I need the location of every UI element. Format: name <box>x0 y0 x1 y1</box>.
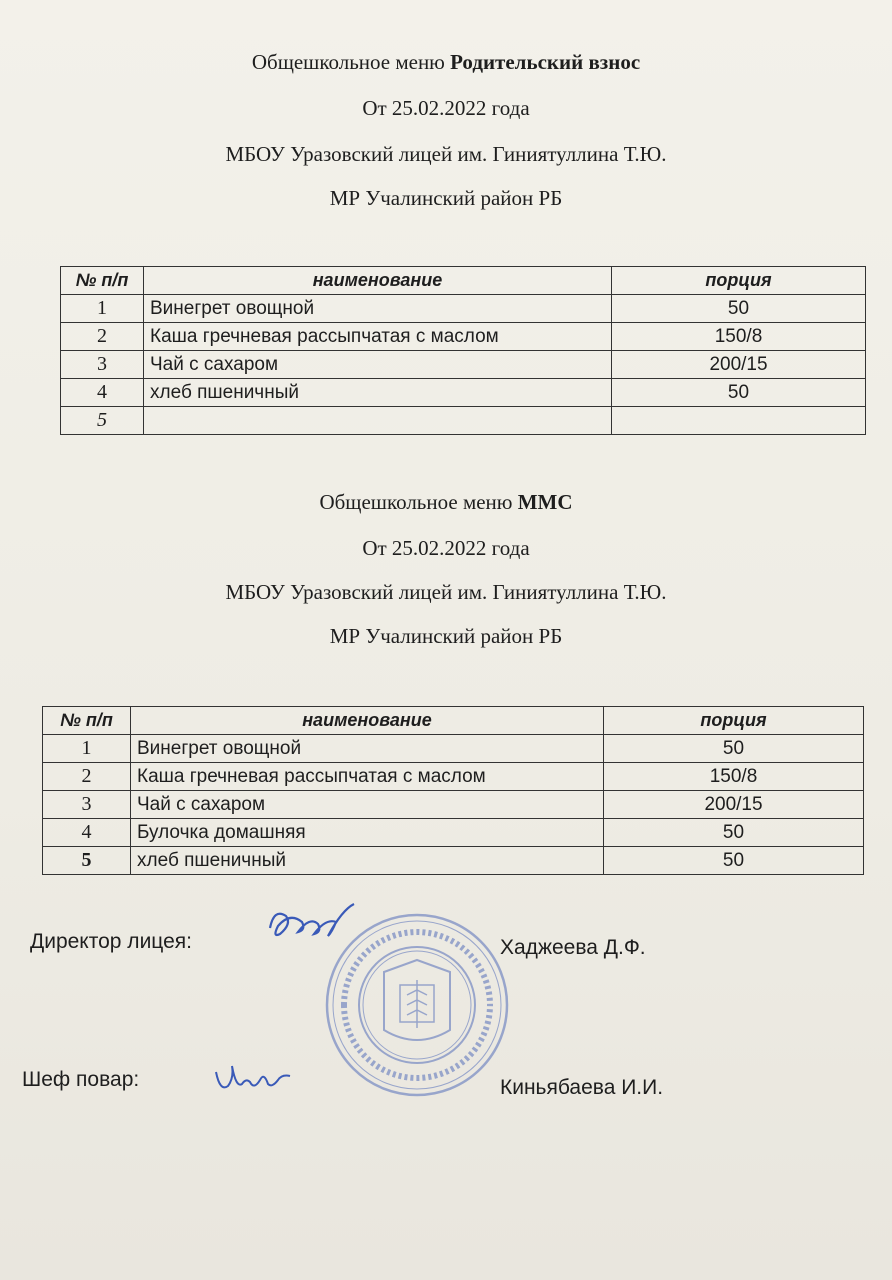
table-row <box>43 819 864 847</box>
row-num: 5 <box>43 847 131 875</box>
table-row <box>43 847 864 875</box>
table-row <box>43 735 864 763</box>
row-name: Чай с сахаром <box>131 791 604 819</box>
menu1-table <box>60 266 866 435</box>
menu2-school: МБОУ Уразовский лицей им. Гиниятуллина Т.Ю. <box>225 580 667 604</box>
table-row <box>61 323 866 351</box>
table-header-row <box>43 707 864 735</box>
table-row <box>61 351 866 379</box>
menu2-date: От 25.02.2022 года <box>362 536 530 560</box>
row-num: 3 <box>61 351 144 379</box>
col-header-portion: порция <box>604 707 864 735</box>
row-name: хлеб пшеничный <box>131 847 604 875</box>
row-name: Винегрет овощной <box>131 735 604 763</box>
menu1-district: МР Учалинский район РБ <box>329 186 563 210</box>
director-signature-icon <box>262 898 362 948</box>
chef-signature-icon <box>210 1058 300 1098</box>
col-header-num: № п/п <box>43 707 131 735</box>
table-row <box>61 295 866 323</box>
row-num: 4 <box>61 379 144 407</box>
menu2-table <box>42 706 864 875</box>
director-name: Хаджеева Д.Ф. <box>500 936 646 959</box>
menu1-date: От 25.02.2022 года <box>362 96 530 120</box>
table-header-row <box>61 267 866 295</box>
director-label: Директор лицея: <box>30 930 192 953</box>
col-header-portion: порция <box>612 267 866 295</box>
row-portion: 50 <box>612 295 866 323</box>
row-name: Каша гречневая рассыпчатая с маслом <box>131 763 604 791</box>
col-header-num: № п/п <box>61 267 144 295</box>
col-header-name: наименование <box>131 707 604 735</box>
row-portion: 200/15 <box>604 791 864 819</box>
chef-name: Киньябаева И.И. <box>500 1076 664 1099</box>
row-name <box>144 407 612 435</box>
row-num: 2 <box>61 323 144 351</box>
menu2-district: МР Учалинский район РБ <box>329 624 563 648</box>
menu1-title: Общешкольное меню Родительский взнос <box>251 50 641 74</box>
row-num: 4 <box>43 819 131 847</box>
row-name: Булочка домашняя <box>131 819 604 847</box>
row-num: 5 <box>61 407 144 435</box>
row-name: Винегрет овощной <box>144 295 612 323</box>
row-num: 1 <box>43 735 131 763</box>
chef-label: Шеф повар: <box>22 1068 140 1091</box>
row-num: 1 <box>61 295 144 323</box>
table-row <box>43 763 864 791</box>
row-name: Каша гречневая рассыпчатая с маслом <box>144 323 612 351</box>
row-num: 2 <box>43 763 131 791</box>
table-row <box>61 407 866 435</box>
menu2-title: Общешкольное меню ММС <box>319 490 573 514</box>
row-portion: 50 <box>604 735 864 763</box>
row-portion: 150/8 <box>604 763 864 791</box>
row-portion: 50 <box>612 379 866 407</box>
row-portion: 50 <box>604 819 864 847</box>
row-num: 3 <box>43 791 131 819</box>
menu1-school: МБОУ Уразовский лицей им. Гиниятуллина Т.Ю. <box>225 142 667 166</box>
row-portion: 50 <box>604 847 864 875</box>
row-name: Чай с сахаром <box>144 351 612 379</box>
table-row <box>43 791 864 819</box>
row-portion: 150/8 <box>612 323 866 351</box>
table-row <box>61 379 866 407</box>
row-portion <box>612 407 866 435</box>
col-header-name: наименование <box>144 267 612 295</box>
row-portion: 200/15 <box>612 351 866 379</box>
row-name: хлеб пшеничный <box>144 379 612 407</box>
